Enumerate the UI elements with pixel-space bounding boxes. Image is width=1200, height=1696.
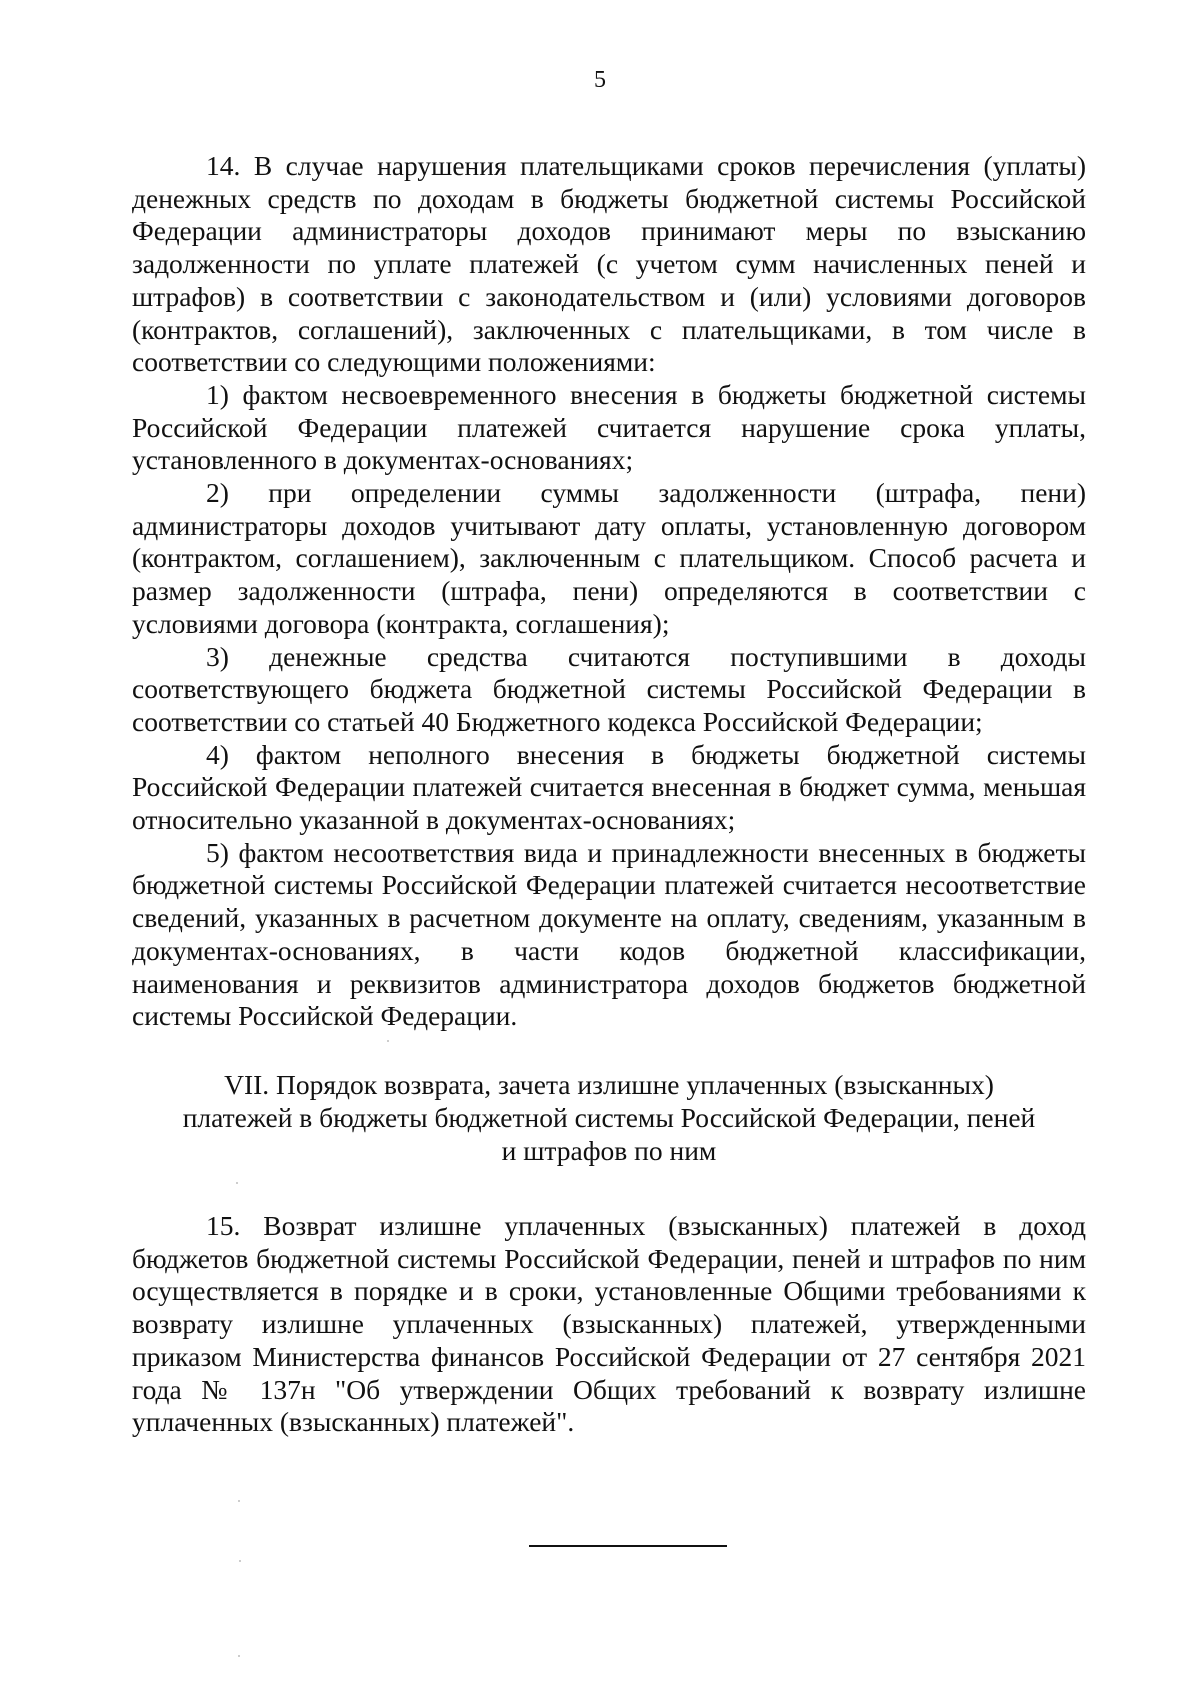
scan-speck xyxy=(238,1655,240,1657)
article-14-block xyxy=(132,150,1086,1033)
list-item-2: 2) при определении суммы задолженности (штрафа, пени) администраторы доходов учитывают дату оплаты, установленную договором (контрактом, соглашением), заключенным с плательщиком. Способ расчета и размер задолженности (штрафа, пени) определяются в соответствии с условиями договора (контракта, соглашения); xyxy=(132,477,1086,639)
list-item-1: 1) фактом несвоевременного внесения в бюджеты бюджетной системы Российской Федерации платежей считается нарушение срока уплаты, установленного в документах-основаниях; xyxy=(132,378,1086,476)
list-item-4: 4) фактом неполного внесения в бюджеты бюджетной системы Российской Федерации платежей считается внесенная в бюджет сумма, меньшая относительно указанной в документах-основаниях; xyxy=(132,738,1086,836)
section-heading-line-3: и штрафов по ним xyxy=(501,1135,717,1166)
paragraph-15: 15. Возврат излишне уплаченных (взысканных) платежей в доход бюджетов бюджетной системы Российской Федерации, пеней и штрафов по ним осуществляется в порядке и в сроки, установленные Общими требованиями к возврату излишне уплаченных (взысканных) платежей, утвержденными приказом Министерства финансов Российской Федерации от 27 сентября 2021 года № 137н "Об утверждении Общих требований к возврату излишне уплаченных (взысканных) платежей". xyxy=(132,1210,1086,1438)
end-of-text-rule xyxy=(529,1545,727,1547)
article-15-block xyxy=(132,1210,1086,1439)
scan-speck xyxy=(387,1040,389,1042)
section-heading-line-1: VII. Порядок возврата, зачета излишне уплаченных (взысканных) xyxy=(224,1069,994,1100)
list-item-5: 5) фактом несоответствия вида и принадлежности внесенных в бюджеты бюджетной системы Российской Федерации платежей считается несоответствие сведений, указанных в расчетном документе на оплату, сведениям, указанным в документах-основаниях, в части кодов бюджетной классификации, наименования и реквизитов администратора доходов бюджетов бюджетной системы Российской Федерации. xyxy=(132,836,1086,1032)
paragraph-14: 14. В случае нарушения плательщиками сроков перечисления (уплаты) денежных средств по доходам в бюджеты бюджетной системы Российской Федерации администраторы доходов принимают меры по взысканию задолженности по уплате платежей (с учетом сумм начисленных пеней и штрафов) в соответствии с законодательством и (или) условиями договоров (контрактов, соглашений), заключенных с плательщиками, в том числе в соответствии со следующими положениями: xyxy=(132,150,1086,378)
scan-speck xyxy=(239,1560,241,1562)
list-item-3: 3) денежные средства считаются поступившими в доходы соответствующего бюджета бюджетной системы Российской Федерации в соответствии со статьей 40 Бюджетного кодекса Российской Федерации; xyxy=(132,640,1086,737)
scan-speck xyxy=(238,1500,240,1502)
section-heading-line-2: платежей в бюджеты бюджетной системы Российской Федерации, пеней xyxy=(182,1102,1036,1133)
section-heading xyxy=(132,1068,1086,1167)
page-number: 5 xyxy=(594,67,606,93)
scan-speck xyxy=(236,1182,238,1184)
